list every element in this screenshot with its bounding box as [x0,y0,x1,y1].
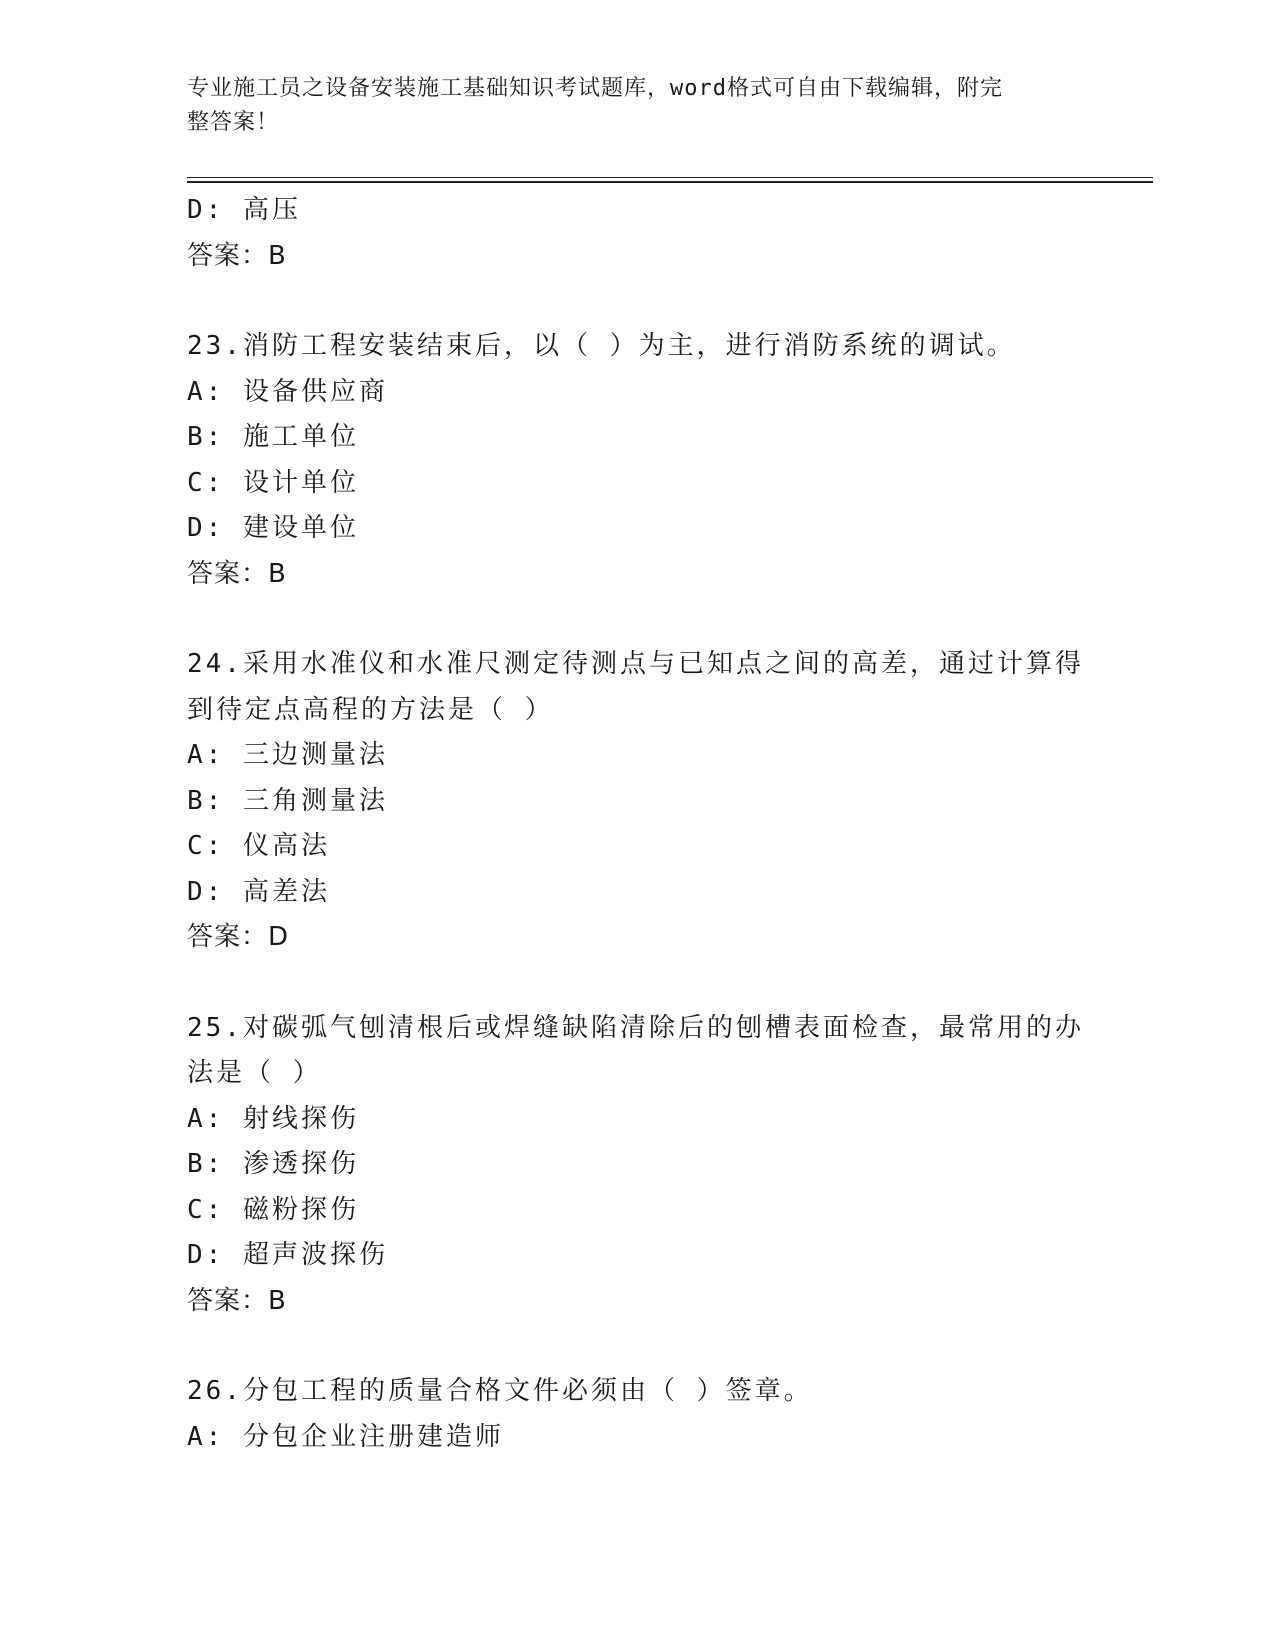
page-header [187,72,1067,140]
option-a: A: 分包企业注册建造师 [187,1421,504,1452]
option-c: C: 仪高法 [187,831,330,861]
option-b: B: 三角测量法 [187,785,388,816]
header-divider-thin [187,177,1153,178]
option-a: A: 三边测量法 [187,740,388,770]
option-d: D: 超声波探伤 [187,1240,388,1270]
answer-prev: 答案：B [187,240,287,271]
option-a: A: 设备供应商 [187,376,388,407]
question-stem-line-1: 24.采用水准仪和水准尺测定待测点与已知点之间的高差，通过计算得 [187,649,1084,679]
question-stem-line-2: 到待定点高程的方法是（ ） [187,694,554,725]
header-title-line-2: 整答案！ [187,110,280,135]
answer: 答案：B [187,1285,287,1316]
option-d-prev: D: 高压 [187,195,301,225]
header-title-line-1: 专业施工员之设备安装施工基础知识考试题库，word格式可自由下载编辑，附完 [187,76,1003,101]
answer: 答案：D [187,922,290,952]
option-d: D: 高差法 [187,876,330,907]
question-23 [187,324,1087,597]
question-stem: 23.消防工程安装结束后，以（ ）为主，进行消防系统的调试。 [187,331,1016,361]
question-stem: 26.分包工程的质量合格文件必须由（ ）签章。 [187,1376,813,1406]
option-c: C: 设计单位 [187,467,359,498]
header-divider-thick [187,181,1153,183]
option-b: B: 施工单位 [187,422,359,452]
question-stem-line-1: 25.对碳弧气刨清根后或焊缝缺陷清除后的刨槽表面检查，最常用的办 [187,1012,1084,1043]
option-d: D: 建设单位 [187,513,359,543]
option-a: A: 射线探伤 [187,1103,359,1134]
option-b: B: 渗透探伤 [187,1149,359,1179]
question-26 [187,1369,1087,1460]
question-24 [187,642,1087,961]
option-c: C: 磁粉探伤 [187,1194,359,1225]
question-25 [187,1006,1087,1325]
question-stem-line-2: 法是（ ） [187,1058,322,1088]
answer: 答案：B [187,558,287,589]
question-list [187,188,1087,1460]
